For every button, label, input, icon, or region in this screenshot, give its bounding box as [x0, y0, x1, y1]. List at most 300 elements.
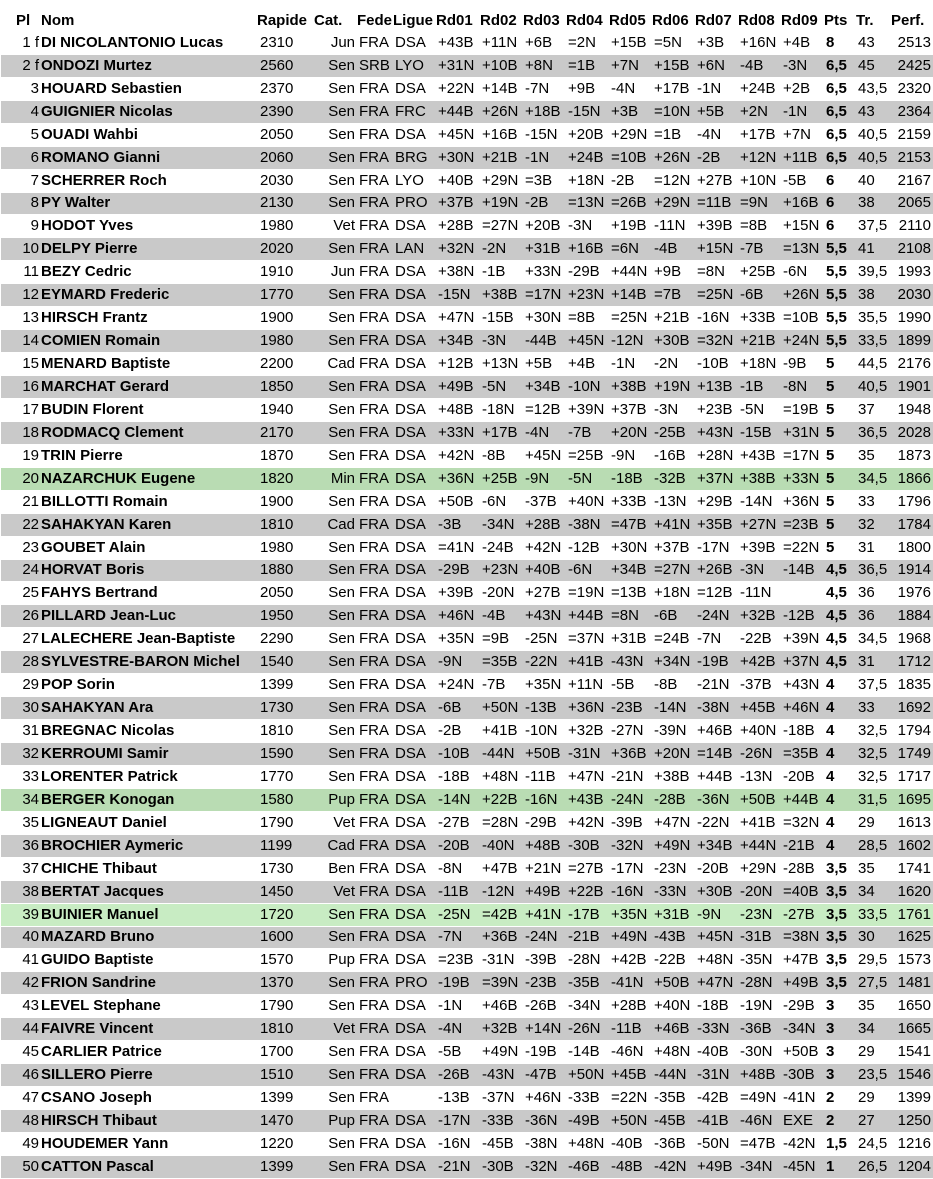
round-result-cell: =40B — [781, 880, 824, 903]
league-cell: DSA — [393, 284, 436, 307]
round-result-cell: -24B — [480, 536, 523, 559]
round-result-cell: +30N — [436, 146, 480, 169]
rank-cell: 46 — [1, 1064, 41, 1087]
round-result-cell: -3N — [738, 559, 781, 582]
federation-cell: FRA — [357, 444, 393, 467]
federation-cell: FRA — [357, 353, 393, 376]
category-cell: Sen — [314, 995, 357, 1018]
round-result-cell: -24N — [609, 788, 652, 811]
federation-cell: FRA — [357, 307, 393, 330]
round-result-cell: +39B — [738, 536, 781, 559]
round-result-cell: +30B — [695, 880, 738, 903]
table-row — [1, 100, 933, 123]
round-result-cell: -20B — [695, 857, 738, 880]
round-result-cell: +25B — [480, 467, 523, 490]
round-result-cell: -17N — [436, 1110, 480, 1133]
rank-cell: 25 — [1, 582, 41, 605]
round-result-cell: -7N — [695, 628, 738, 651]
table-row — [1, 467, 933, 490]
rapid-rating: 2200 — [257, 353, 314, 376]
player-name: DI NICOLANTONIO Lucas — [41, 32, 257, 54]
round-result-cell: +20N — [652, 743, 695, 766]
round-result-cell: -43N — [609, 651, 652, 674]
round-result-cell: -47B — [523, 1064, 566, 1087]
col-header-tr: Tr. — [856, 11, 874, 29]
round-result-cell: -6N — [480, 490, 523, 513]
table-row — [1, 949, 933, 972]
league-cell: FRC — [393, 100, 436, 123]
rank-cell: 4 — [1, 100, 41, 123]
category-cell: Sen — [314, 972, 357, 995]
rank-cell: 44 — [1, 1018, 41, 1041]
table-row — [1, 536, 933, 559]
round-result-cell: +29B — [695, 490, 738, 513]
federation-cell: FRA — [357, 788, 393, 811]
round-result-cell: -1N — [695, 77, 738, 100]
round-result-cell: -26B — [523, 995, 566, 1018]
performance-cell: 1695 — [891, 788, 933, 811]
round-result-cell: +34N — [652, 651, 695, 674]
round-result-cell: -5B — [609, 674, 652, 697]
rank-cell: 38 — [1, 880, 41, 903]
round-result-cell: =28N — [480, 811, 523, 834]
round-result-cell: -19B — [436, 972, 480, 995]
table-row — [1, 788, 933, 811]
player-name: HIRSCH Thibaut — [41, 1110, 257, 1133]
round-result-cell: -25N — [436, 903, 480, 926]
round-result-cell: +44B — [566, 605, 609, 628]
round-result-cell: -21N — [609, 765, 652, 788]
round-result-cell: -46B — [566, 1155, 609, 1178]
round-result-cell: -20N — [480, 582, 523, 605]
round-result-cell: +48B — [523, 834, 566, 857]
federation-cell: FRA — [357, 834, 393, 857]
category-cell: Sen — [314, 421, 357, 444]
category-cell: Sen — [314, 146, 357, 169]
round-result-cell: -45B — [652, 1110, 695, 1133]
round-result-cell: +49N — [652, 834, 695, 857]
performance-cell: 1794 — [891, 720, 933, 743]
performance-cell: 1948 — [891, 398, 933, 421]
category-cell: Sen — [314, 559, 357, 582]
points-cell: 4,5 — [824, 559, 856, 582]
round-result-cell: -5B — [436, 1041, 480, 1064]
round-result-cell: +40N — [652, 995, 695, 1018]
col-header-rd01: Rd01 — [436, 11, 473, 29]
round-result-cell: +40B — [436, 169, 480, 192]
standings-body — [1, 32, 933, 1178]
player-name: TRIN Pierre — [41, 444, 257, 467]
table-row — [1, 1064, 933, 1087]
round-result-cell: +46N — [436, 605, 480, 628]
round-result-cell: +30B — [652, 330, 695, 353]
round-result-cell: -29B — [436, 559, 480, 582]
federation-cell: SRB — [357, 54, 393, 77]
league-cell: DSA — [393, 513, 436, 536]
player-name: GUIGNIER Nicolas — [41, 100, 257, 123]
round-result-cell: +49N — [609, 926, 652, 949]
rapid-rating: 2060 — [257, 146, 314, 169]
round-result-cell: +43N — [781, 674, 824, 697]
points-cell: 5 — [824, 444, 856, 467]
round-result-cell — [781, 582, 824, 605]
round-result-cell: +15N — [781, 215, 824, 238]
federation-cell: FRA — [357, 674, 393, 697]
performance-cell: 2153 — [891, 146, 933, 169]
category-cell: Sen — [314, 444, 357, 467]
round-result-cell: -26N — [738, 743, 781, 766]
round-result-cell: -13B — [523, 697, 566, 720]
category-cell: Vet — [314, 215, 357, 238]
round-result-cell: =14B — [695, 743, 738, 766]
player-name: HOUARD Sebastien — [41, 77, 257, 100]
player-name: FAHYS Bertrand — [41, 582, 257, 605]
tiebreak-cell: 27,5 — [856, 972, 891, 995]
round-result-cell: -28B — [781, 857, 824, 880]
table-row — [1, 972, 933, 995]
rapid-rating: 1600 — [257, 926, 314, 949]
performance-cell: 1613 — [891, 811, 933, 834]
points-cell: 3,5 — [824, 972, 856, 995]
round-result-cell: +6B — [523, 32, 566, 54]
tiebreak-cell: 40,5 — [856, 123, 891, 146]
rapid-rating: 1810 — [257, 720, 314, 743]
round-result-cell: =27B — [566, 857, 609, 880]
round-result-cell: +38B — [652, 765, 695, 788]
round-result-cell: +45N — [695, 926, 738, 949]
round-result-cell: -2N — [480, 238, 523, 261]
round-result-cell: =10B — [781, 307, 824, 330]
round-result-cell: -16N — [523, 788, 566, 811]
round-result-cell: -2B — [436, 720, 480, 743]
tiebreak-cell: 34,5 — [856, 467, 891, 490]
round-result-cell: +20B — [566, 123, 609, 146]
category-cell: Sen — [314, 123, 357, 146]
rapid-rating: 2050 — [257, 123, 314, 146]
round-result-cell: +13B — [695, 376, 738, 399]
points-cell: 6 — [824, 169, 856, 192]
performance-cell: 1546 — [891, 1064, 933, 1087]
rapid-rating: 2310 — [257, 32, 314, 54]
performance-cell: 1990 — [891, 307, 933, 330]
round-result-cell: -33N — [652, 880, 695, 903]
rapid-rating: 1199 — [257, 834, 314, 857]
league-cell: DSA — [393, 398, 436, 421]
round-result-cell: -29B — [523, 811, 566, 834]
performance-cell: 1796 — [891, 490, 933, 513]
tiebreak-cell: 32,5 — [856, 720, 891, 743]
round-result-cell: -18B — [695, 995, 738, 1018]
rapid-rating: 1940 — [257, 398, 314, 421]
table-row — [1, 743, 933, 766]
league-cell: DSA — [393, 903, 436, 926]
performance-cell: 1866 — [891, 467, 933, 490]
rapid-rating: 2130 — [257, 192, 314, 215]
category-cell: Sen — [314, 536, 357, 559]
round-result-cell: -38N — [523, 1132, 566, 1155]
performance-cell: 1665 — [891, 1018, 933, 1041]
player-name: CSANO Joseph — [41, 1087, 257, 1110]
league-cell: DSA — [393, 720, 436, 743]
league-cell: PRO — [393, 972, 436, 995]
round-result-cell: +32B — [738, 605, 781, 628]
league-cell: DSA — [393, 559, 436, 582]
player-name: LORENTER Patrick — [41, 765, 257, 788]
round-result-cell: +49B — [695, 1155, 738, 1178]
player-name: HODOT Yves — [41, 215, 257, 238]
federation-cell: FRA — [357, 1064, 393, 1087]
round-result-cell: +46N — [781, 697, 824, 720]
round-result-cell: =24B — [652, 628, 695, 651]
rapid-rating: 1770 — [257, 765, 314, 788]
round-result-cell: +22B — [480, 788, 523, 811]
round-result-cell: -39B — [609, 811, 652, 834]
round-result-cell: -49B — [566, 1110, 609, 1133]
table-row — [1, 32, 933, 54]
round-result-cell: -35N — [738, 949, 781, 972]
performance-cell: 1602 — [891, 834, 933, 857]
round-result-cell: -5N — [738, 398, 781, 421]
federation-cell: FRA — [357, 972, 393, 995]
round-result-cell: +12N — [738, 146, 781, 169]
round-result-cell: +50N — [480, 697, 523, 720]
round-result-cell: +22B — [566, 880, 609, 903]
round-result-cell: +34B — [695, 834, 738, 857]
rank-cell: 11 — [1, 261, 41, 284]
tiebreak-cell: 32 — [856, 513, 891, 536]
round-result-cell: -12N — [480, 880, 523, 903]
round-result-cell: =35B — [781, 743, 824, 766]
col-header-rd07: Rd07 — [695, 11, 732, 29]
rapid-rating: 1950 — [257, 605, 314, 628]
rapid-rating: 1770 — [257, 284, 314, 307]
round-result-cell: =7B — [652, 284, 695, 307]
points-cell: 6 — [824, 215, 856, 238]
round-result-cell: -32N — [609, 834, 652, 857]
round-result-cell: -8B — [480, 444, 523, 467]
round-result-cell: -31N — [480, 949, 523, 972]
round-result-cell: +16B — [480, 123, 523, 146]
league-cell: DSA — [393, 1110, 436, 1133]
round-result-cell: +50B — [781, 1041, 824, 1064]
federation-cell: FRA — [357, 743, 393, 766]
round-result-cell: -14N — [436, 788, 480, 811]
round-result-cell: -40N — [480, 834, 523, 857]
performance-cell: 1901 — [891, 376, 933, 399]
round-result-cell: -30B — [566, 834, 609, 857]
round-result-cell: +45N — [566, 330, 609, 353]
category-cell: Sen — [314, 330, 357, 353]
tiebreak-cell: 43,5 — [856, 77, 891, 100]
player-name: SCHERRER Roch — [41, 169, 257, 192]
federation-cell: FRA — [357, 192, 393, 215]
round-result-cell: +37B — [652, 536, 695, 559]
round-result-cell: -7N — [436, 926, 480, 949]
round-result-cell: +48N — [566, 1132, 609, 1155]
table-row — [1, 857, 933, 880]
category-cell: Min — [314, 467, 357, 490]
round-result-cell: -48B — [609, 1155, 652, 1178]
round-result-cell: -11B — [436, 880, 480, 903]
round-result-cell: +17B — [480, 421, 523, 444]
league-cell: DSA — [393, 376, 436, 399]
table-row — [1, 582, 933, 605]
table-row — [1, 169, 933, 192]
round-result-cell: -19B — [523, 1041, 566, 1064]
rank-cell: 50 — [1, 1155, 41, 1178]
round-result-cell: -36B — [738, 1018, 781, 1041]
table-row — [1, 559, 933, 582]
round-result-cell: =22N — [781, 536, 824, 559]
round-result-cell: =12B — [523, 398, 566, 421]
rank-cell: 10 — [1, 238, 41, 261]
performance-cell: 2065 — [891, 192, 933, 215]
rank-cell: 24 — [1, 559, 41, 582]
performance-cell: 2108 — [891, 238, 933, 261]
round-result-cell: +19N — [480, 192, 523, 215]
standings-table — [1, 10, 933, 1179]
round-result-cell: -32B — [652, 467, 695, 490]
round-result-cell: +23N — [480, 559, 523, 582]
round-result-cell: -1N — [523, 146, 566, 169]
rank-cell: 36 — [1, 834, 41, 857]
tiebreak-cell: 34 — [856, 1018, 891, 1041]
round-result-cell: -14B — [566, 1041, 609, 1064]
tiebreak-cell: 33,5 — [856, 330, 891, 353]
points-cell: 4,5 — [824, 628, 856, 651]
league-cell: DSA — [393, 1132, 436, 1155]
round-result-cell: -19N — [738, 995, 781, 1018]
table-row — [1, 330, 933, 353]
performance-cell: 2110 — [891, 215, 933, 238]
rapid-rating: 2170 — [257, 421, 314, 444]
tiebreak-cell: 38 — [856, 284, 891, 307]
performance-cell: 2320 — [891, 77, 933, 100]
round-result-cell: -41N — [609, 972, 652, 995]
rapid-rating: 1790 — [257, 995, 314, 1018]
points-cell: 6,5 — [824, 100, 856, 123]
federation-cell: FRA — [357, 949, 393, 972]
table-row — [1, 513, 933, 536]
round-result-cell: +38N — [436, 261, 480, 284]
federation-cell: FRA — [357, 100, 393, 123]
rapid-rating: 1399 — [257, 674, 314, 697]
round-result-cell: =25N — [695, 284, 738, 307]
points-cell: 4,5 — [824, 582, 856, 605]
federation-cell: FRA — [357, 697, 393, 720]
performance-cell: 1204 — [891, 1155, 933, 1178]
rank-cell: 3 — [1, 77, 41, 100]
category-cell: Cad — [314, 353, 357, 376]
league-cell: DSA — [393, 605, 436, 628]
round-result-cell: -43N — [480, 1064, 523, 1087]
points-cell: 4 — [824, 674, 856, 697]
league-cell: PRO — [393, 192, 436, 215]
player-name: CARLIER Patrice — [41, 1041, 257, 1064]
round-result-cell: =11B — [695, 192, 738, 215]
round-result-cell: =8N — [695, 261, 738, 284]
category-cell: Sen — [314, 284, 357, 307]
table-row — [1, 1018, 933, 1041]
rank-cell: 19 — [1, 444, 41, 467]
round-result-cell: +11B — [781, 146, 824, 169]
round-result-cell: -14N — [738, 490, 781, 513]
performance-cell: 1620 — [891, 880, 933, 903]
category-cell: Sen — [314, 77, 357, 100]
round-result-cell: +15B — [609, 32, 652, 54]
tiebreak-cell: 33,5 — [856, 903, 891, 926]
federation-cell: FRA — [357, 1087, 393, 1110]
rapid-rating: 2290 — [257, 628, 314, 651]
category-cell: Sen — [314, 490, 357, 513]
round-result-cell: -31B — [738, 926, 781, 949]
round-result-cell: =8B — [566, 307, 609, 330]
federation-cell: FRA — [357, 513, 393, 536]
rapid-rating: 1900 — [257, 307, 314, 330]
rank-cell: 27 — [1, 628, 41, 651]
round-result-cell: -27B — [781, 903, 824, 926]
round-result-cell: +42N — [566, 811, 609, 834]
rapid-rating: 1580 — [257, 788, 314, 811]
table-row — [1, 261, 933, 284]
category-cell: Sen — [314, 582, 357, 605]
round-result-cell: -26B — [436, 1064, 480, 1087]
round-result-cell: -6B — [652, 605, 695, 628]
round-result-cell: +40B — [523, 559, 566, 582]
table-row — [1, 926, 933, 949]
federation-cell: FRA — [357, 215, 393, 238]
federation-cell: FRA — [357, 1018, 393, 1041]
table-row — [1, 903, 933, 926]
table-row — [1, 77, 933, 100]
tiebreak-cell: 40 — [856, 169, 891, 192]
round-result-cell: -4B — [480, 605, 523, 628]
performance-cell: 1800 — [891, 536, 933, 559]
round-result-cell: -5B — [781, 169, 824, 192]
round-result-cell: +11N — [480, 32, 523, 54]
points-cell: 6 — [824, 192, 856, 215]
round-result-cell: -34N — [566, 995, 609, 1018]
points-cell: 4,5 — [824, 651, 856, 674]
player-name: CATTON Pascal — [41, 1155, 257, 1178]
round-result-cell: +7N — [781, 123, 824, 146]
round-result-cell: +37N — [781, 651, 824, 674]
round-result-cell: +4B — [781, 32, 824, 54]
table-row — [1, 490, 933, 513]
round-result-cell: +13N — [480, 353, 523, 376]
federation-cell: FRA — [357, 559, 393, 582]
round-result-cell: -37N — [480, 1087, 523, 1110]
round-result-cell: -42N — [652, 1155, 695, 1178]
round-result-cell: -1B — [738, 376, 781, 399]
round-result-cell: +50N — [609, 1110, 652, 1133]
round-result-cell: +35N — [523, 674, 566, 697]
table-row — [1, 1041, 933, 1064]
category-cell: Cad — [314, 834, 357, 857]
round-result-cell: +47N — [695, 972, 738, 995]
federation-cell: FRA — [357, 1155, 393, 1178]
performance-cell: 2028 — [891, 421, 933, 444]
round-result-cell: +40N — [566, 490, 609, 513]
rapid-rating: 1700 — [257, 1041, 314, 1064]
round-result-cell: -30B — [781, 1064, 824, 1087]
round-result-cell: +29N — [738, 857, 781, 880]
round-result-cell: -39B — [523, 949, 566, 972]
round-result-cell: +43B — [566, 788, 609, 811]
player-name: SAHAKYAN Karen — [41, 513, 257, 536]
rapid-rating: 1900 — [257, 490, 314, 513]
round-result-cell: +24N — [781, 330, 824, 353]
